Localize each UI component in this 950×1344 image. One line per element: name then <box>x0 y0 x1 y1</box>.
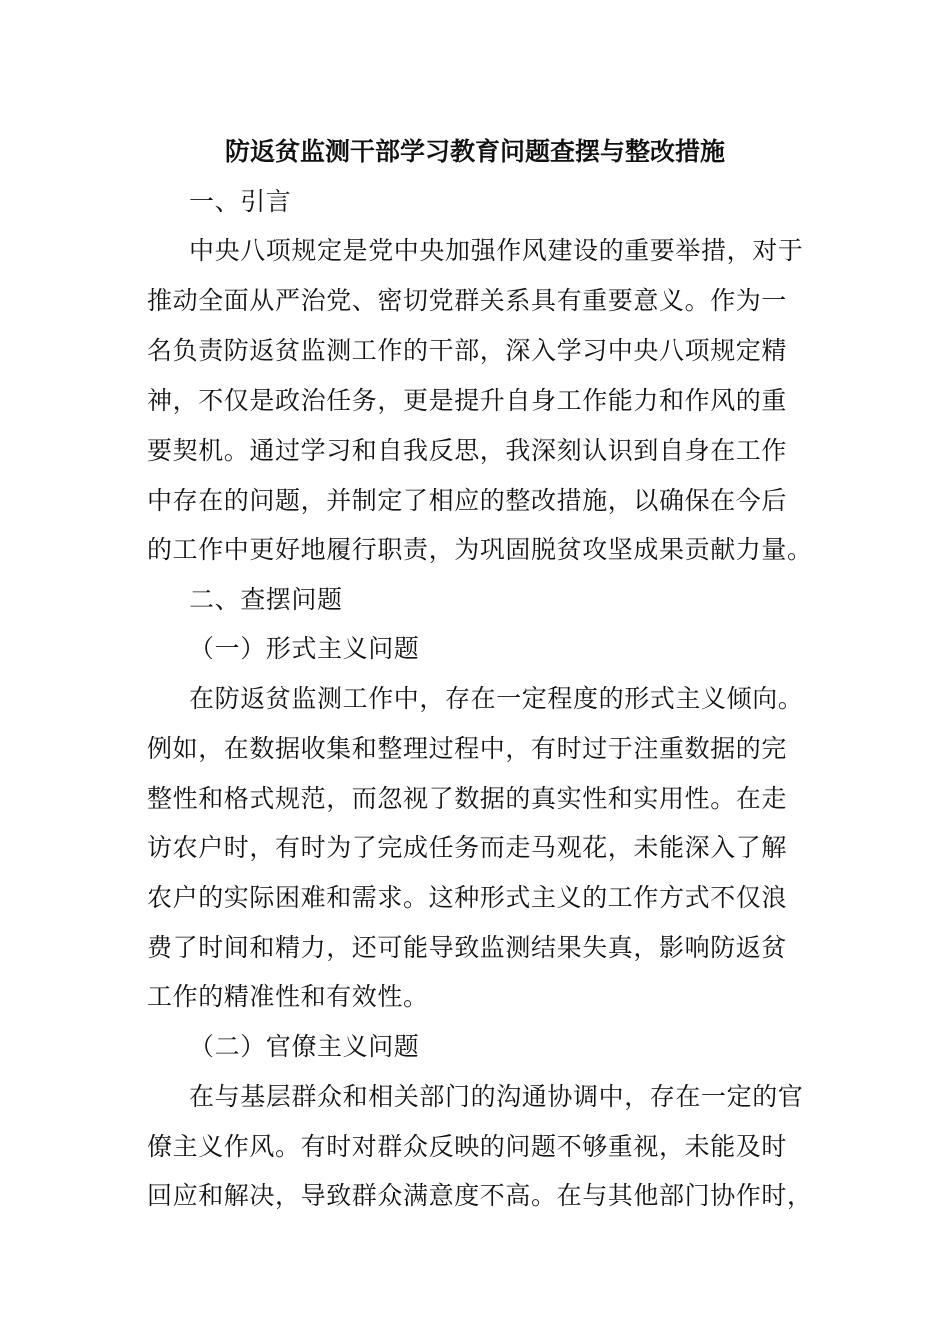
paragraph-line: 整性和格式规范，而忽视了数据的真实性和实用性。在走 <box>147 784 788 813</box>
document-title: 防返贫监测干部学习教育问题查摆与整改措施 <box>224 137 725 166</box>
paragraph-line: 回应和解决，导致群众满意度不高。在与其他部门协作时， <box>147 1181 813 1210</box>
paragraph-line: 农户的实际困难和需求。这种形式主义的工作方式不仅浪 <box>147 883 788 912</box>
paragraph-line: 名负责防返贫监测工作的干部，深入学习中央八项规定精 <box>147 336 788 365</box>
paragraph-line: 在防返贫监测工作中，存在一定程度的形式主义倾向。 <box>189 684 804 713</box>
paragraph-line: 神，不仅是政治任务，更是提升自身工作能力和作风的重 <box>147 386 788 415</box>
paragraph-line: 访农户时，有时为了完成任务而走马观花，未能深入了解 <box>147 833 788 862</box>
subsection-heading-bureaucratism: （二）官僚主义问题 <box>189 1032 420 1061</box>
section-heading-intro: 一、引言 <box>189 187 292 216</box>
paragraph-line: 中存在的问题，并制定了相应的整改措施，以确保在今后 <box>147 486 788 515</box>
subsection-heading-formalism: （一）形式主义问题 <box>189 634 420 663</box>
section-heading-problems: 二、查摆问题 <box>189 585 343 614</box>
paragraph-line: 中央八项规定是党中央加强作风建设的重要举措，对于 <box>189 236 804 265</box>
paragraph-line: 费了时间和精力，还可能导致监测结果失真，影响防返贫 <box>147 933 788 962</box>
paragraph-line: 在与基层群众和相关部门的沟通协调中，存在一定的官 <box>189 1082 804 1111</box>
paragraph-line: 例如，在数据收集和整理过程中，有时过于注重数据的完 <box>147 734 788 763</box>
paragraph-line: 要契机。通过学习和自我反思，我深刻认识到自身在工作 <box>147 436 788 465</box>
paragraph-line: 推动全面从严治党、密切党群关系具有重要意义。作为一 <box>147 286 788 315</box>
paragraph-line: 工作的精准性和有效性。 <box>147 982 429 1011</box>
paragraph-line: 僚主义作风。有时对群众反映的问题不够重视，未能及时 <box>147 1132 788 1161</box>
paragraph-line: 的工作中更好地履行职责，为巩固脱贫攻坚成果贡献力量。 <box>147 535 813 564</box>
